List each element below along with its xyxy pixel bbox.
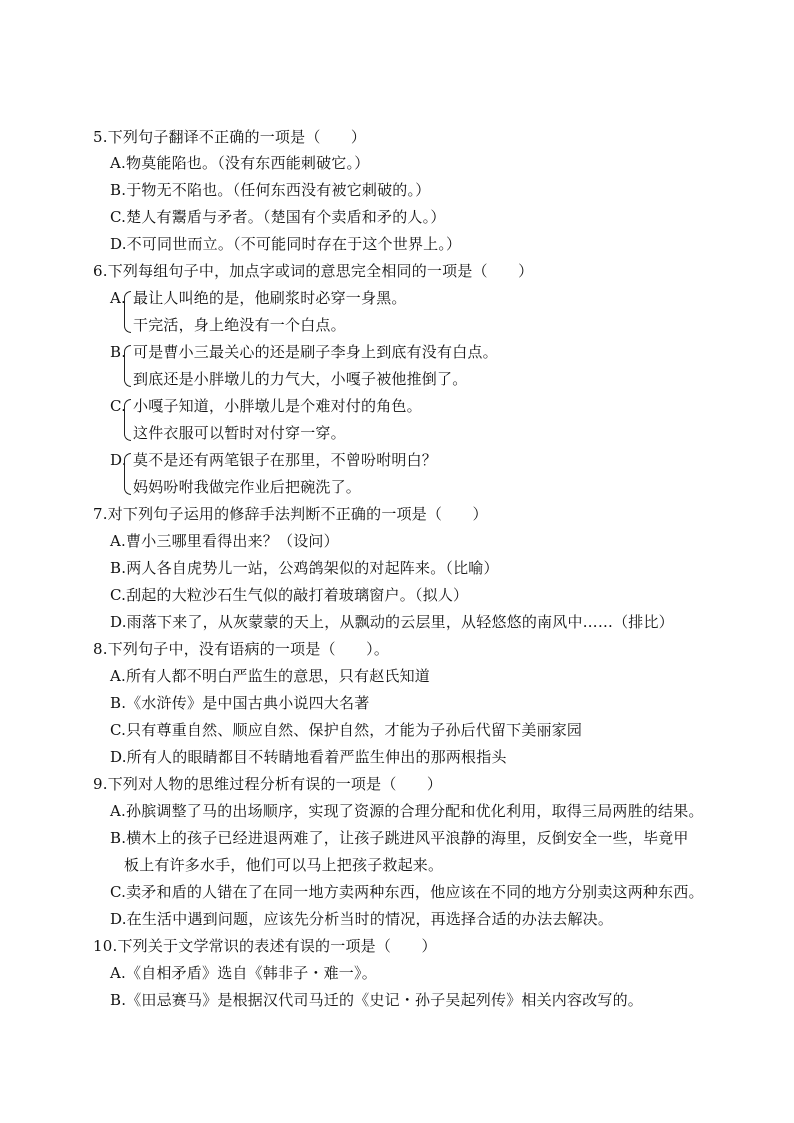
q10-option-a: A.《自相矛盾》选自《韩非子・难一》。 [110,964,377,982]
q9-stem: 9.下列对人物的思维过程分析有误的一项是（ ） [93,775,443,793]
q8-option-c: C.只有尊重自然、顺应自然、保护自然，才能为子孙后代留下美丽家园 [110,721,583,739]
q7-stem: 7.对下列句子运用的修辞手法判断不正确的一项是（ ） [93,505,488,523]
q6-option-d-second: 妈妈吩咐我做完作业后把碗洗了。 [133,478,362,496]
q9-option-b-line1: B.横木上的孩子已经进退两难了，让孩子跳进风平浪静的海里，反倒安全一些，毕竟甲 [110,829,689,847]
q5-stem: 5.下列句子翻译不正确的一项是（ ） [93,128,367,146]
q5-option-b: B.于物无不陷也。（任何东西没有被它刺破的。） [110,181,431,199]
q6-option-c-letter: C. [110,397,127,415]
q8-option-a: A.所有人都不明白严监生的意思，只有赵氏知道 [110,667,431,685]
q6-option-c-first: 小嘎子知道，小胖墩儿是个难对付的角色。 [133,397,422,415]
q6-option-c-brace [124,399,131,441]
q6-option-b-brace [124,345,131,387]
q6-option-b-letter: B. [110,343,127,361]
q5-option-a: A.物莫能陷也。（没有东西能刺破它。） [110,154,370,172]
q7-option-a: A.曹小三哪里看得出来？（设问） [110,532,339,550]
q6-option-b-first: 可是曹小三最关心的还是刷子李身上到底有没有白点。 [133,343,498,361]
q6-option-a-letter: A. [110,289,127,307]
q6-option-b-second: 到底还是小胖墩儿的力气大，小嘎子被他推倒了。 [133,370,468,388]
q9-option-a: A.孙膑调整了马的出场顺序，实现了资源的合理分配和优化利用，取得三局两胜的结果。 [110,802,704,820]
q9-option-c: C.卖矛和盾的人错在了在同一地方卖两种东西，他应该在不同的地方分别卖这两种东西。 [110,883,704,901]
q5-option-c: C.楚人有鬻盾与矛者。（楚国有个卖盾和矛的人。） [110,208,446,226]
q6-option-a-first: 最让人叫绝的是，他刷浆时必穿一身黑。 [133,289,407,307]
q6-option-d-first: 莫不是还有两笔银子在那里，不曾吩咐明白？ [133,451,438,469]
q6-option-a-second: 干完活，身上绝没有一个白点。 [133,316,346,334]
q6-option-d-brace [124,453,131,495]
q8-option-b: B.《水浒传》是中国古典小说四大名著 [110,694,370,712]
q6-option-a-brace [124,291,131,333]
q7-option-c: C.刮起的大粒沙石生气似的敲打着玻璃窗户。（拟人） [110,586,469,604]
q8-stem: 8.下列句子中，没有语病的一项是（ ）。 [93,640,390,658]
q7-option-b: B.两人各自虎势儿一站，公鸡鸽架似的对起阵来。（比喻） [110,559,499,577]
q10-option-b: B.《田忌赛马》是根据汉代司马迁的《史记・孙子吴起列传》相关内容改写的。 [110,991,643,1009]
q6-option-c-second: 这件衣服可以暂时对付穿一穿。 [133,424,346,442]
q10-stem: 10.下列关于文学常识的表述有误的一项是（ ） [93,937,437,955]
q6-option-d-letter: D. [110,451,127,469]
q6-stem: 6.下列每组句子中，加点字或词的意思完全相同的一项是（ ） [93,262,534,280]
q5-option-d: D.不可同世而立。（不可能同时存在于这个世界上。） [110,235,462,253]
q8-option-d: D.所有人的眼睛都目不转睛地看着严监生伸出的那两根指头 [110,748,507,766]
q9-option-b-line2: 板上有许多水手，他们可以马上把孩子救起来。 [124,856,444,874]
q7-option-d: D.雨落下来了，从灰蒙蒙的天上，从飘动的云层里，从轻悠悠的南风中……（排比） [110,613,674,631]
q9-option-d: D.在生活中遇到问题，应该先分析当时的情况，再选择合适的办法去解决。 [110,910,614,928]
